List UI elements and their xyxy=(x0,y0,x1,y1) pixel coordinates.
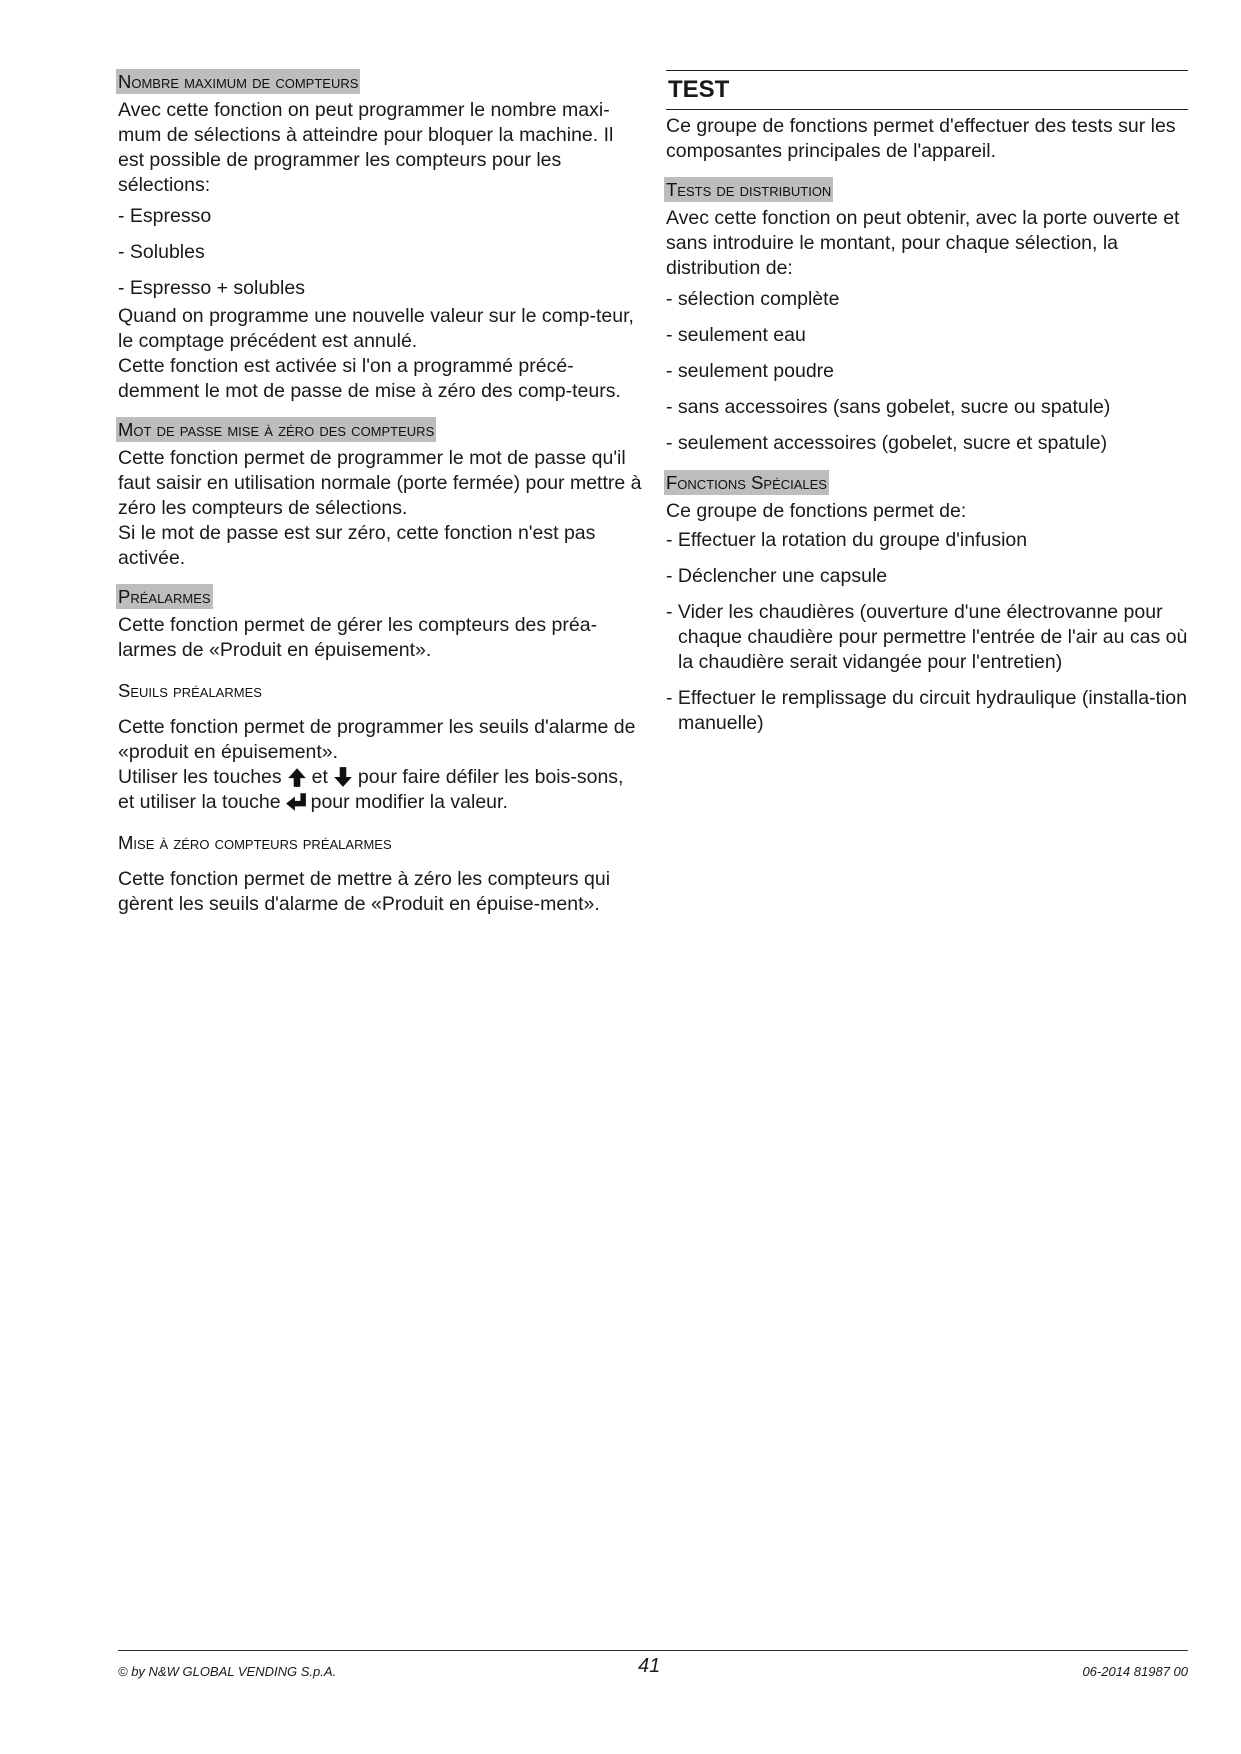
section-title-reset-password: Mot de passe mise à zéro des compteurs xyxy=(118,419,435,440)
section-title-max-counters: Nombre maximum de compteurs xyxy=(118,71,359,92)
text: et xyxy=(311,766,328,788)
arrow-up-icon xyxy=(286,766,308,788)
paragraph: Cette fonction est activée si l'on a programmé précé-demment le mot de passe de mise à zéro des comp-teurs. xyxy=(118,355,621,402)
list-item: - seulement eau xyxy=(666,324,806,346)
copyright: © by N&W GLOBAL VENDING S.p.A. xyxy=(118,1664,337,1679)
list-item: - Espresso + solubles xyxy=(118,277,305,299)
paragraph: Si le mot de passe est sur zéro, cette fonction n'est pas activée. xyxy=(118,522,596,569)
paragraph: Avec cette fonction on peut programmer le nombre maxi-mum de sélections à atteindre pour bloquer la machine. Il est possible de programmer les compteurs pour les sélections: xyxy=(118,99,614,196)
page-footer xyxy=(118,1650,1188,1681)
list-item: - Effectuer la rotation du groupe d'infusion xyxy=(666,529,1028,551)
section-title-distribution-tests: Tests de distribution xyxy=(666,179,832,200)
paragraph: Avec cette fonction on peut obtenir, avec la porte ouverte et sans introduire le montant, pour chaque sélection, la distribution de: xyxy=(666,207,1180,279)
list-item: - Espresso xyxy=(118,205,212,227)
enter-key-icon xyxy=(285,791,307,813)
paragraph: Cette fonction permet de programmer le mot de passe qu'il faut saisir en utilisation normale (porte fermée) pour mettre à zéro les compteurs de sélections. xyxy=(118,447,642,519)
list-item: - seulement poudre xyxy=(666,360,835,382)
paragraph: Cette fonction permet de gérer les compteurs des préa-larmes de «Produit en épuisement». xyxy=(118,614,598,661)
paragraph: Ce groupe de fonctions permet d'effectuer des tests sur les composantes principales de l'appareil. xyxy=(666,115,1176,162)
left-column xyxy=(118,66,643,917)
section-title-prealarms: Préalarmes xyxy=(118,586,211,607)
text: pour modifier la valeur. xyxy=(310,791,508,813)
section-title-prealarm-thresholds: Seuils préalarmes xyxy=(118,680,262,701)
list-item: - sélection complète xyxy=(666,288,840,310)
paragraph-with-keys xyxy=(118,765,643,815)
list-item: - Effectuer le remplissage du circuit hydraulique (installa-tion manuelle) xyxy=(666,687,1187,734)
list-item: - Vider les chaudières (ouverture d'une électrovanne pour chaque chaudière pour permettre l'entrée de l'air au cas où la chaudière serait vidangée pour l'entretien) xyxy=(666,601,1188,673)
text: pour faire défiler les bois-sons, et utiliser la touche xyxy=(118,766,624,813)
list-item: - seulement accessoires (gobelet, sucre et spatule) xyxy=(666,432,1108,454)
paragraph: Cette fonction permet de mettre à zéro les compteurs qui gèrent les seuils d'alarme de «Produit en épuise-ment». xyxy=(118,868,611,915)
paragraph: Cette fonction permet de programmer les seuils d'alarme de «produit en épuisement». xyxy=(118,716,636,763)
text: Utiliser les touches xyxy=(118,766,282,788)
right-column xyxy=(666,66,1188,747)
list-item: - Déclencher une capsule xyxy=(666,565,888,587)
section-title-test: TEST xyxy=(666,70,1188,110)
list-item: - sans accessoires (sans gobelet, sucre ou spatule) xyxy=(666,396,1111,418)
list-item: - Solubles xyxy=(118,241,205,263)
page-number: 41 xyxy=(638,1655,661,1677)
paragraph: Ce groupe de fonctions permet de: xyxy=(666,500,967,522)
section-title-reset-prealarm-counters: Mise à zéro compteurs préalarmes xyxy=(118,832,392,853)
section-title-special-functions: Fonctions Spéciales xyxy=(666,472,827,493)
paragraph: Quand on programme une nouvelle valeur sur le comp-teur, le comptage précédent est annulé. xyxy=(118,305,634,352)
arrow-down-icon xyxy=(332,766,354,788)
document-reference: 06-2014 81987 00 xyxy=(1082,1664,1188,1679)
